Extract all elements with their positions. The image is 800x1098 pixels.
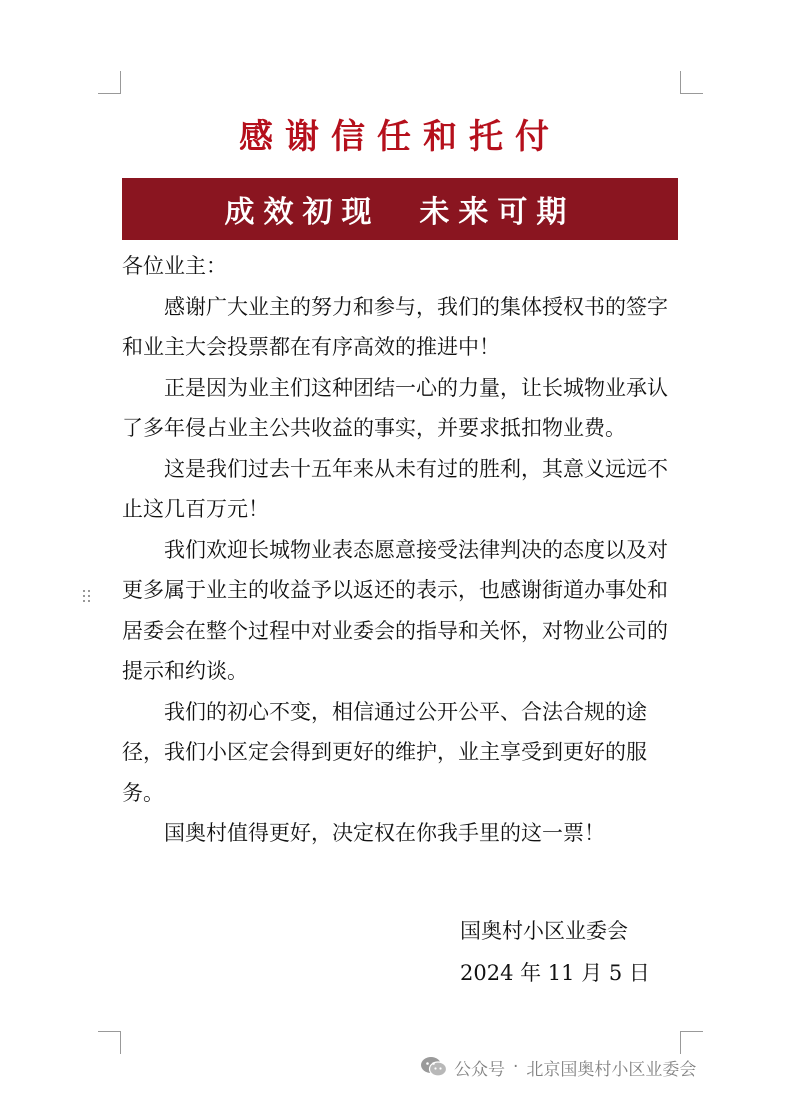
letter-title: 感谢信任和托付: [239, 117, 561, 157]
signature-date: 2024 年 11 月 5 日: [460, 961, 650, 985]
paragraph: 我们的初心不变，相信通过公开公平、合法合规的途径，我们小区定会得到更好的维护，业主享受到更好的服务。: [122, 699, 647, 805]
watermark-footer: [420, 1052, 696, 1082]
crop-mark-bottom-right: [680, 1031, 703, 1054]
paragraph: 感谢广大业主的努力和参与，我们的集体授权书的签字和业主大会投票都在有序高效的推进中！: [122, 294, 668, 359]
paragraph: 正是因为业主们这种团结一心的力量，让长城物业承认了多年侵占业主公共收益的事实，并要求抵扣物业费。: [122, 375, 668, 440]
footer-separator: ·: [513, 1057, 519, 1077]
title-banner: [122, 178, 678, 240]
greeting: 各位业主：: [122, 254, 227, 278]
crop-mark-top-right: [680, 71, 703, 94]
paragraph: 这是我们过去十五年来从未有过的胜利，其意义远远不止这几百万元！: [122, 456, 668, 521]
paragraph: 我们欢迎长城物业表态愿意接受法律判决的态度以及对更多属于业主的收益予以返还的表示，也感谢街道办事处和居委会在整个过程中对业委会的指导和关怀，对物业公司的提示和约谈。: [122, 537, 668, 683]
letter-body: [122, 246, 682, 854]
wechat-icon: [420, 1056, 448, 1078]
crop-mark-top-left: [98, 71, 121, 94]
banner-text: 成效初现 未来可期: [224, 195, 576, 230]
crop-mark-bottom-left: [98, 1031, 121, 1054]
footer-account: 北京国奥村小区业委会: [526, 1059, 697, 1080]
footer-label: 公众号: [454, 1059, 505, 1080]
paragraph: 国奥村值得更好，决定权在你我手里的这一票！: [164, 821, 605, 845]
drag-handle-icon[interactable]: [82, 589, 92, 603]
signature-org: 国奥村小区业委会: [460, 919, 628, 943]
